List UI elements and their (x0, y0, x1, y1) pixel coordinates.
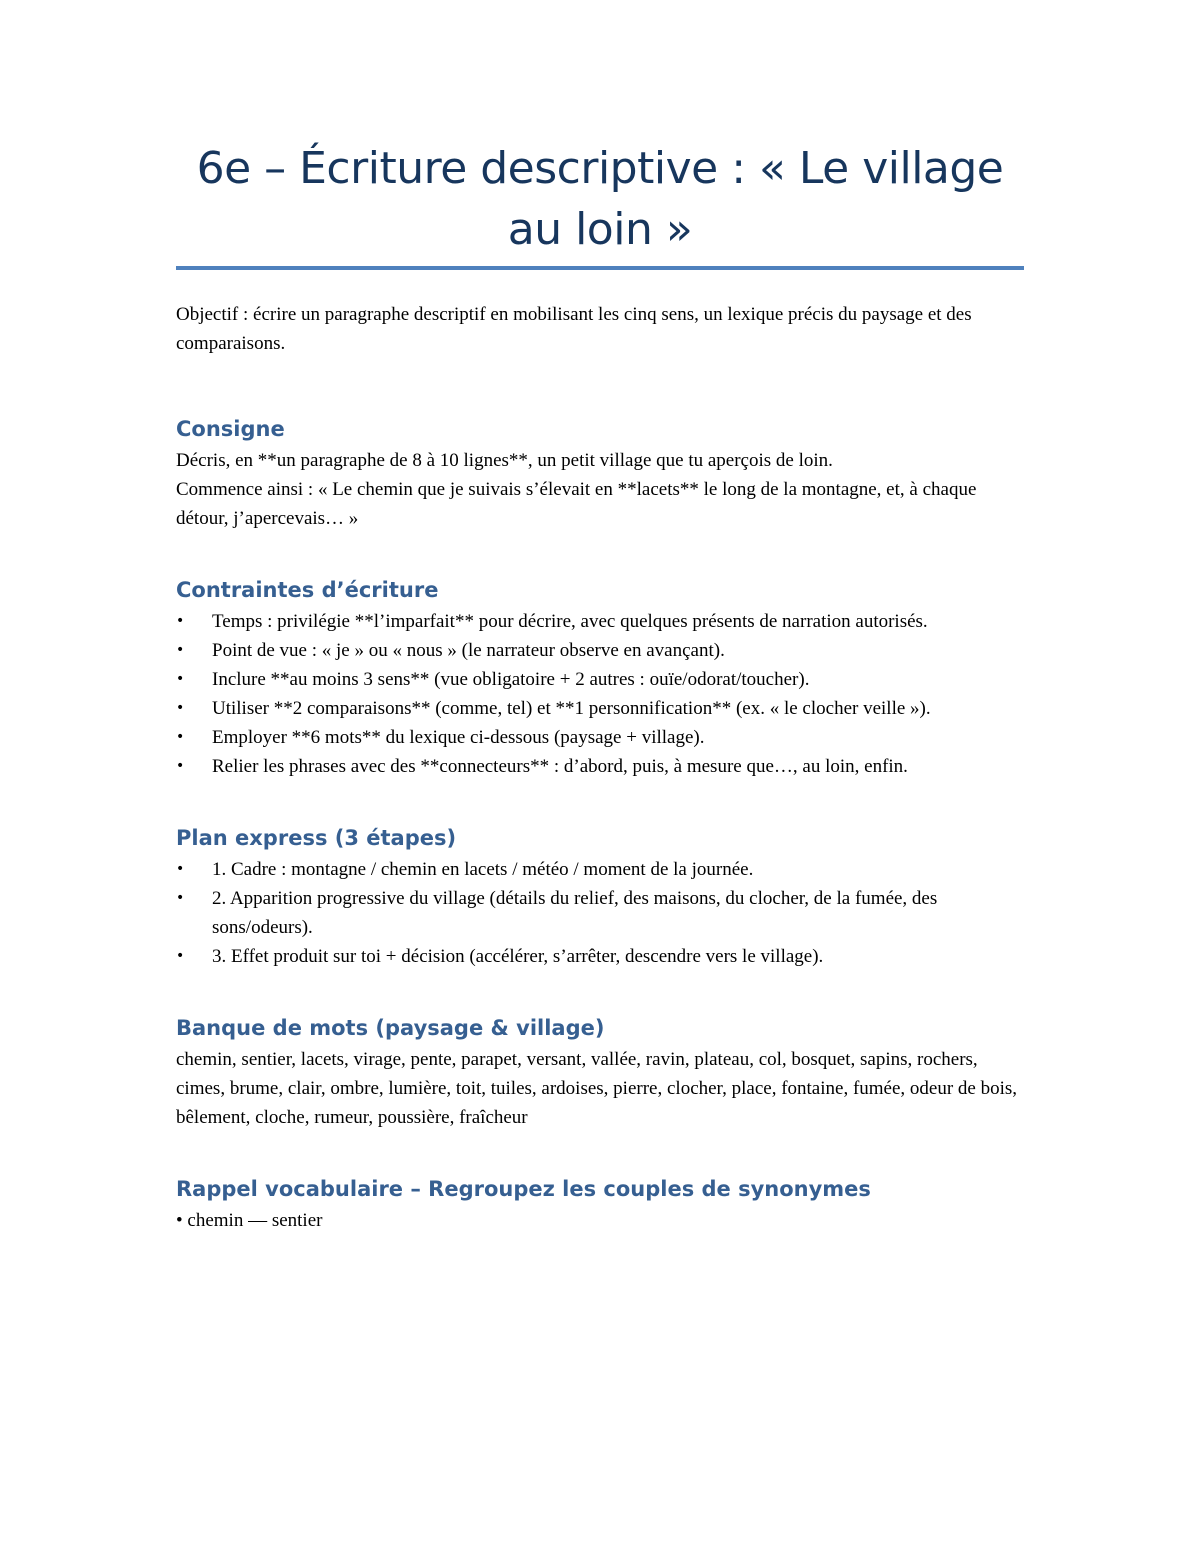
list-item (176, 723, 1024, 752)
document-body (176, 138, 1024, 1278)
list-item-text: 2. Apparition progressive du village (détails du relief, des maisons, du clocher, de la fumée, des sons/odeurs). (212, 888, 938, 938)
title-underline (176, 266, 1024, 270)
consigne-line: Décris, en **un paragraphe de 8 à 10 lignes**, un petit village que tu aperçois de loin. (176, 450, 833, 471)
list-item (176, 607, 1024, 636)
section-consigne (176, 415, 1024, 533)
bullet-icon: • (176, 642, 185, 658)
bullet-icon: • (176, 861, 185, 877)
banque-paragraph: chemin, sentier, lacets, virage, pente, parapet, versant, vallée, ravin, plateau, col, bosquet, sapins, rochers, cimes, brume, clair, ombre, lumière, toit, tuiles, ardoises, pierre, clocher, place, fontaine, fumée, odeur de bois, bêlement, cloche, rumeur, poussière, fraîcheur (176, 1049, 1018, 1128)
list-item (176, 855, 1024, 884)
list-item (176, 665, 1024, 694)
list-item (176, 884, 1024, 942)
heading-banque: Banque de mots (paysage & village) (176, 1016, 605, 1040)
list-item-text: 3. Effet produit sur toi + décision (accélérer, s’arrêter, descendre vers le village). (212, 946, 824, 967)
section-rappel (176, 1175, 1024, 1235)
objective-paragraph: Objectif : écrire un paragraphe descriptif en mobilisant les cinq sens, un lexique précis du paysage et des comparaisons. (176, 304, 972, 354)
bullet-icon: • (176, 671, 185, 687)
list-item-text: Utiliser **2 comparaisons** (comme, tel) et **1 personnification** (ex. « le clocher veille »). (212, 698, 931, 719)
section-banque (176, 1014, 1024, 1132)
plan-list (176, 855, 1024, 971)
section-plan (176, 824, 1024, 971)
list-item (176, 694, 1024, 723)
bullet-icon: • (176, 890, 185, 906)
bullet-icon: • (176, 613, 185, 629)
bullet-icon: • (176, 758, 185, 774)
consigne-line: Commence ainsi : « Le chemin que je suivais s’élevait en **lacets** le long de la montagne, et, à chaque détour, j’apercevais… » (176, 479, 977, 529)
bullet-icon: • (176, 948, 185, 964)
consigne-paragraph (176, 446, 1024, 533)
list-item-text: Point de vue : « je » ou « nous » (le narrateur observe en avançant). (212, 640, 725, 661)
heading-plan: Plan express (3 étapes) (176, 826, 457, 850)
list-item-text: Inclure **au moins 3 sens** (vue obligatoire + 2 autres : ouïe/odorat/toucher). (212, 669, 810, 690)
rappel-item: • chemin — sentier (176, 1210, 323, 1231)
heading-contraintes: Contraintes d’écriture (176, 578, 439, 602)
list-item-text: Temps : privilégie **l’imparfait** pour décrire, avec quelques présents de narration autorisés. (212, 611, 928, 632)
heading-consigne: Consigne (176, 417, 285, 441)
list-item (176, 942, 1024, 971)
document-title: 6e – Écriture descriptive : « Le village au loin » (196, 143, 1004, 255)
list-item-text: 1. Cadre : montagne / chemin en lacets / météo / moment de la journée. (212, 859, 754, 880)
list-item-text: Employer **6 mots** du lexique ci-dessous (paysage + village). (212, 727, 705, 748)
section-contraintes (176, 576, 1024, 781)
bullet-icon: • (176, 700, 185, 716)
list-item (176, 752, 1024, 781)
list-item-text: Relier les phrases avec des **connecteurs** : d’abord, puis, à mesure que…, au loin, enfin. (212, 756, 908, 777)
bullet-icon: • (176, 729, 185, 745)
list-item (176, 636, 1024, 665)
contraintes-list (176, 607, 1024, 781)
heading-rappel: Rappel vocabulaire – Regroupez les couples de synonymes (176, 1177, 871, 1201)
